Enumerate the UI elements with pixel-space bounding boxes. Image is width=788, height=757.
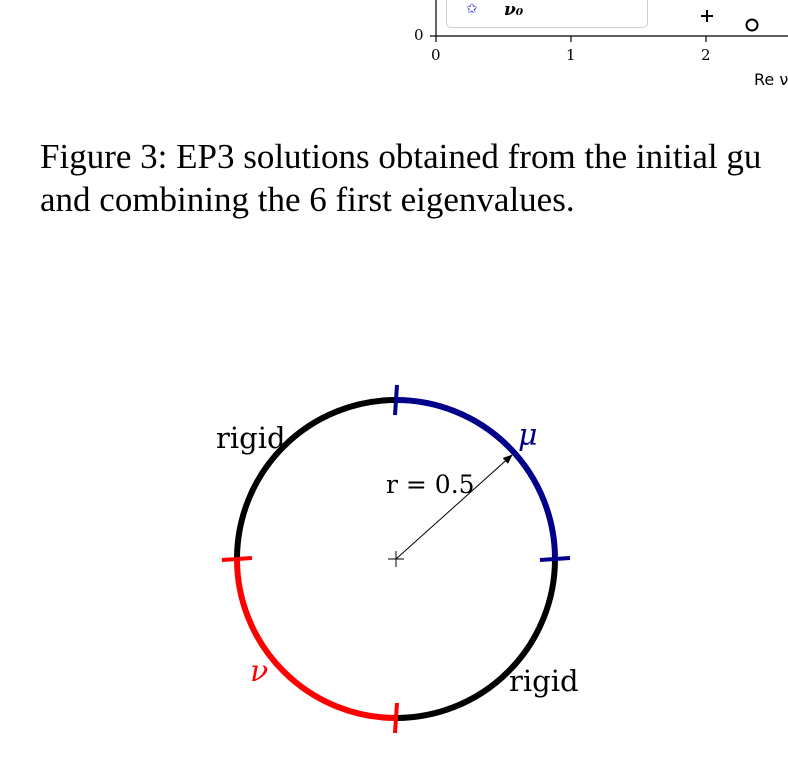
x-tick-label-2: 2 <box>701 46 711 64</box>
x-tick-label-0: 0 <box>431 46 441 64</box>
star-icon: ✩ <box>466 1 478 17</box>
x-tick-label-1: 1 <box>566 46 576 64</box>
caption-line-2: and combining the 6 first eigenvalues. <box>40 180 575 219</box>
label-nu: ν <box>250 654 269 689</box>
radius-label: r = 0.5 <box>386 470 475 499</box>
nu-arc <box>237 559 396 718</box>
tick-bottom <box>395 703 397 733</box>
tick-right <box>540 558 570 560</box>
legend-label: ν₀ <box>504 0 524 20</box>
label-mu: μ <box>518 418 538 453</box>
tick-top <box>395 385 397 415</box>
tick-left <box>222 558 252 560</box>
caption-line-1: Figure 3: EP3 solutions obtained from the initial gu <box>40 137 762 176</box>
x-axis-title: Re ν <box>754 70 788 89</box>
label-rigid-bottom: rigid <box>509 664 579 698</box>
y-tick-label: 0 <box>414 26 424 44</box>
label-rigid-top: rigid <box>216 421 286 455</box>
